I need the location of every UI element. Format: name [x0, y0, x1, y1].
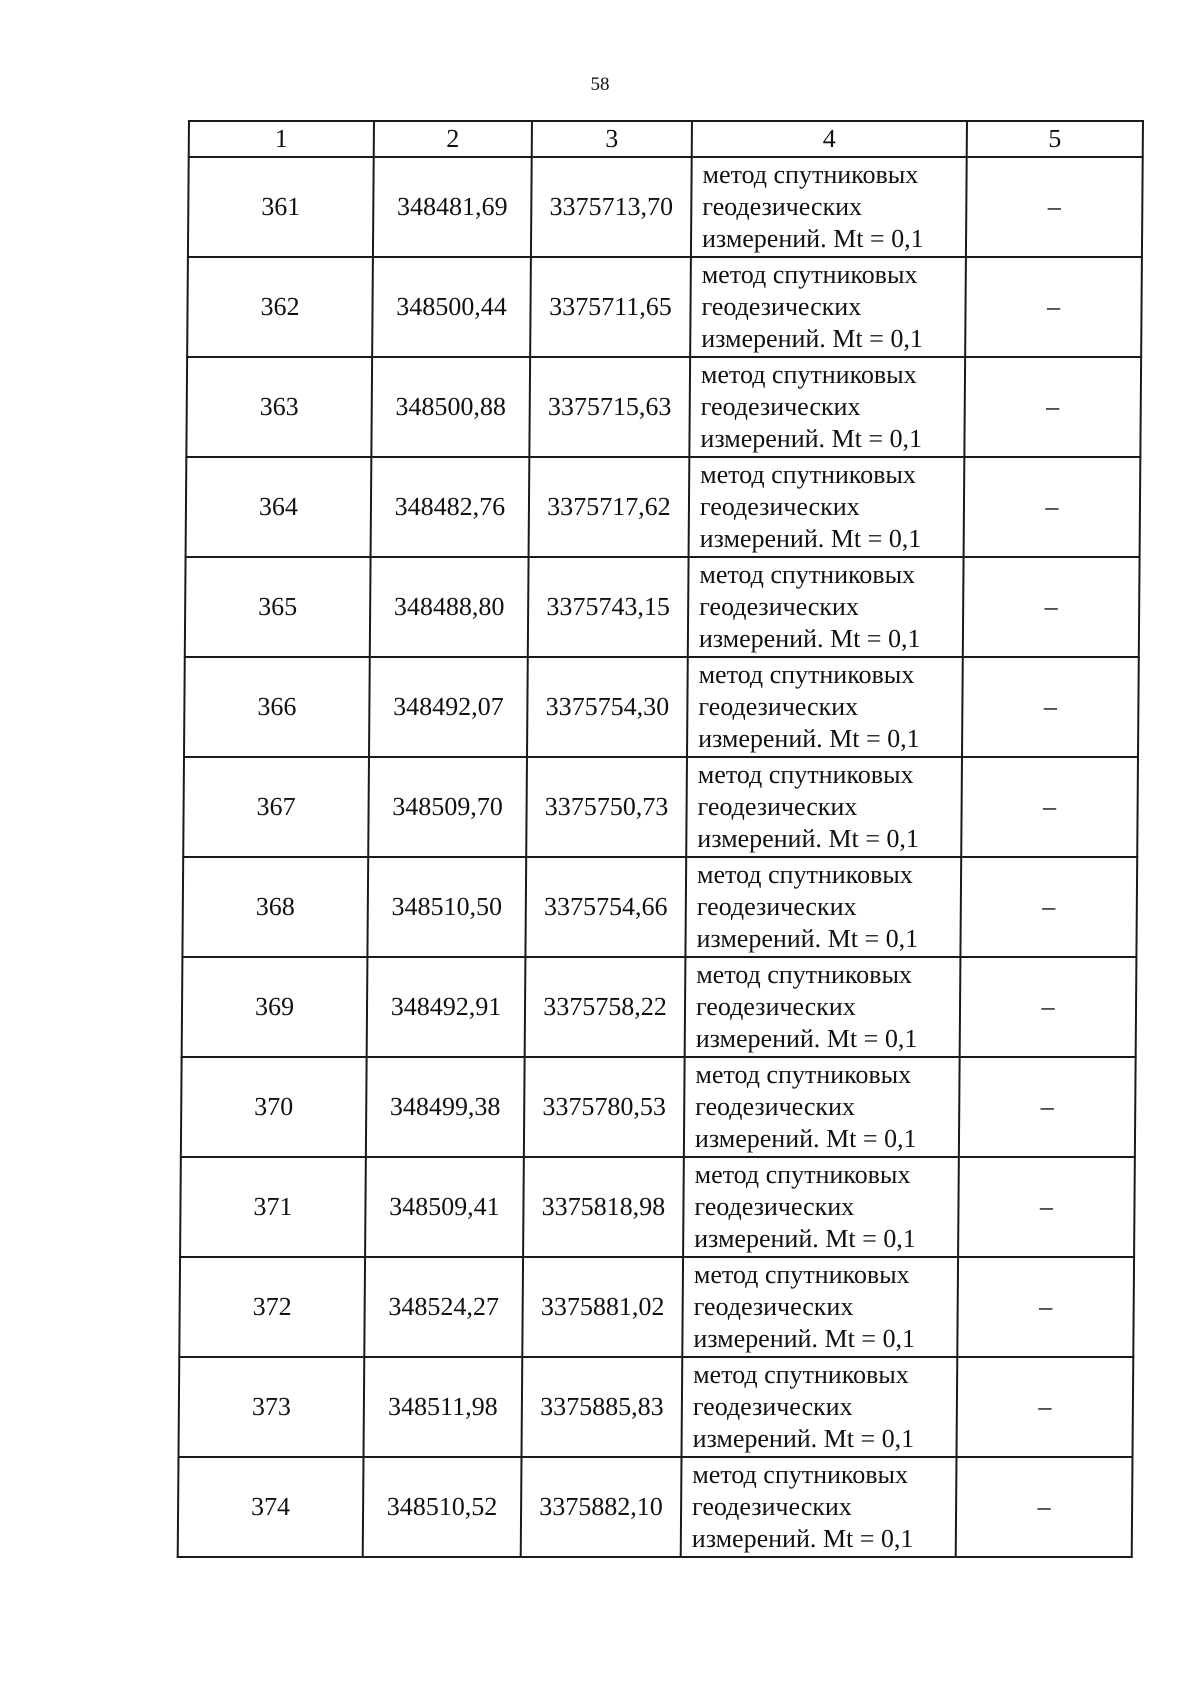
- column-header-4: 4: [692, 121, 967, 157]
- table-row: [185, 557, 1140, 657]
- method-text-line: измерений. Mt = 0,1: [698, 624, 921, 653]
- description-cell: –: [960, 957, 1137, 1057]
- method-cell: [691, 157, 967, 257]
- x-coordinate-cell: 348509,70: [368, 757, 527, 857]
- table-row: [188, 157, 1143, 257]
- method-cell: [690, 257, 966, 357]
- y-coordinate-cell: 3375750,73: [526, 757, 687, 857]
- method-text-line: метод спутниковых: [694, 1160, 911, 1189]
- point-number-cell: 361: [188, 157, 374, 257]
- point-number-cell: 366: [184, 657, 370, 757]
- method-cell: [685, 857, 961, 957]
- y-coordinate-cell: 3375754,66: [525, 857, 686, 957]
- point-number-cell: 365: [185, 557, 371, 657]
- table-row: [179, 1257, 1134, 1357]
- column-header-2: 2: [374, 121, 532, 157]
- table-row: [182, 857, 1137, 957]
- description-cell: –: [964, 357, 1141, 457]
- method-cell: [682, 1257, 958, 1357]
- method-cell: [685, 957, 961, 1057]
- method-text-line: геодезических: [701, 292, 862, 321]
- method-text-line: измерений. Mt = 0,1: [699, 524, 922, 553]
- description-cell: –: [959, 1057, 1136, 1157]
- x-coordinate-cell: 348499,38: [366, 1057, 525, 1157]
- x-coordinate-cell: 348510,50: [367, 857, 526, 957]
- method-text-line: геодезических: [697, 792, 858, 821]
- method-text-line: измерений. Mt = 0,1: [696, 924, 919, 953]
- method-text-line: метод спутниковых: [698, 660, 915, 689]
- method-cell: [684, 1057, 960, 1157]
- point-number-cell: 370: [181, 1057, 367, 1157]
- y-coordinate-cell: 3375885,83: [521, 1357, 682, 1457]
- y-coordinate-cell: 3375715,63: [529, 357, 690, 457]
- y-coordinate-cell: 3375780,53: [524, 1057, 685, 1157]
- point-number-cell: 372: [179, 1257, 365, 1357]
- method-cell: [683, 1157, 959, 1257]
- description-cell: –: [956, 1457, 1133, 1557]
- method-text-line: геодезических: [702, 192, 863, 221]
- description-cell: –: [961, 757, 1138, 857]
- point-number-cell: 371: [180, 1157, 366, 1257]
- method-text-line: геодезических: [695, 992, 856, 1021]
- method-text-line: геодезических: [691, 1492, 852, 1521]
- method-text-line: измерений. Mt = 0,1: [701, 324, 924, 353]
- method-cell: [689, 357, 965, 457]
- table-row: [186, 357, 1141, 457]
- method-text-line: геодезических: [694, 1192, 855, 1221]
- description-cell: –: [966, 157, 1143, 257]
- table-body: [178, 157, 1143, 1557]
- method-text-line: метод спутниковых: [696, 860, 913, 889]
- description-cell: –: [957, 1257, 1134, 1357]
- y-coordinate-cell: 3375713,70: [531, 157, 692, 257]
- y-coordinate-cell: 3375711,65: [530, 257, 691, 357]
- method-text-line: метод спутниковых: [699, 560, 916, 589]
- point-number-cell: 367: [183, 757, 369, 857]
- method-text-line: метод спутниковых: [693, 1260, 910, 1289]
- table-row: [178, 1457, 1133, 1557]
- column-header-5: 5: [967, 121, 1143, 157]
- method-text-line: метод спутниковых: [693, 1360, 909, 1389]
- method-text-line: геодезических: [699, 592, 860, 621]
- method-text-line: метод спутниковых: [692, 1460, 909, 1489]
- method-text-line: измерений. Mt = 0,1: [691, 1524, 914, 1553]
- method-text-line: измерений. Mt = 0,1: [698, 724, 920, 753]
- x-coordinate-cell: 348488,80: [370, 557, 529, 657]
- method-text-line: измерений. Mt = 0,1: [697, 824, 920, 853]
- point-number-cell: 364: [186, 457, 372, 557]
- table-row: [182, 957, 1137, 1057]
- method-text-line: геодезических: [693, 1292, 854, 1321]
- column-header-1: 1: [189, 121, 374, 157]
- method-cell: [687, 657, 963, 757]
- description-cell: –: [964, 457, 1141, 557]
- method-text-line: метод спутниковых: [695, 1060, 912, 1089]
- method-cell: [689, 457, 965, 557]
- page-number: 58: [590, 74, 610, 95]
- x-coordinate-cell: 348481,69: [373, 157, 532, 257]
- table-row: [186, 457, 1141, 557]
- coordinates-table: [177, 120, 1144, 1558]
- method-cell: [688, 557, 964, 657]
- method-text-line: метод спутниковых: [697, 760, 914, 789]
- method-text-line: геодезических: [699, 492, 860, 521]
- x-coordinate-cell: 348511,98: [363, 1357, 522, 1457]
- method-text-line: метод спутниковых: [701, 260, 918, 289]
- y-coordinate-cell: 3375743,15: [528, 557, 689, 657]
- method-text-line: метод спутниковых: [702, 160, 919, 189]
- method-text-line: геодезических: [700, 392, 861, 421]
- header-row: [189, 121, 1143, 157]
- description-cell: –: [962, 657, 1139, 757]
- y-coordinate-cell: 3375758,22: [525, 957, 686, 1057]
- point-number-cell: 362: [187, 257, 373, 357]
- y-coordinate-cell: 3375754,30: [527, 657, 688, 757]
- method-text-line: геодезических: [692, 1392, 853, 1421]
- point-number-cell: 363: [186, 357, 372, 457]
- description-cell: –: [960, 857, 1137, 957]
- method-cell: [681, 1457, 957, 1557]
- x-coordinate-cell: 348500,44: [372, 257, 531, 357]
- point-number-cell: 368: [182, 857, 368, 957]
- method-text-line: измерений. Mt = 0,1: [692, 1424, 915, 1453]
- point-number-cell: 373: [178, 1357, 364, 1457]
- method-text-line: геодезических: [695, 1092, 856, 1121]
- method-text-line: метод спутниковых: [700, 360, 917, 389]
- table-row: [180, 1157, 1135, 1257]
- table-row: [187, 257, 1142, 357]
- x-coordinate-cell: 348492,07: [369, 657, 528, 757]
- method-text-line: измерений. Mt = 0,1: [700, 424, 923, 453]
- method-text-line: измерений. Mt = 0,1: [701, 224, 924, 253]
- table-row: [181, 1057, 1136, 1157]
- method-text-line: измерений. Mt = 0,1: [694, 1224, 916, 1253]
- description-cell: –: [963, 557, 1140, 657]
- method-cell: [686, 757, 962, 857]
- x-coordinate-cell: 348492,91: [367, 957, 526, 1057]
- method-cell: [681, 1357, 957, 1457]
- method-text-line: метод спутниковых: [696, 960, 913, 989]
- point-number-cell: 374: [178, 1457, 364, 1557]
- x-coordinate-cell: 348524,27: [364, 1257, 523, 1357]
- description-cell: –: [956, 1357, 1133, 1457]
- method-text-line: метод спутниковых: [700, 460, 917, 489]
- method-text-line: измерений. Mt = 0,1: [693, 1324, 916, 1353]
- description-cell: –: [965, 257, 1142, 357]
- y-coordinate-cell: 3375717,62: [529, 457, 690, 557]
- method-text-line: геодезических: [698, 692, 859, 721]
- x-coordinate-cell: 348509,41: [365, 1157, 524, 1257]
- method-text-line: измерений. Mt = 0,1: [694, 1124, 917, 1153]
- x-coordinate-cell: 348500,88: [371, 357, 530, 457]
- column-header-3: 3: [532, 121, 692, 157]
- table-row: [178, 1357, 1133, 1457]
- method-text-line: геодезических: [696, 892, 857, 921]
- x-coordinate-cell: 348510,52: [363, 1457, 522, 1557]
- point-number-cell: 369: [182, 957, 368, 1057]
- y-coordinate-cell: 3375818,98: [523, 1157, 684, 1257]
- table-row: [183, 757, 1138, 857]
- description-cell: –: [958, 1157, 1135, 1257]
- x-coordinate-cell: 348482,76: [371, 457, 530, 557]
- table-row: [184, 657, 1139, 757]
- y-coordinate-cell: 3375881,02: [522, 1257, 683, 1357]
- y-coordinate-cell: 3375882,10: [521, 1457, 682, 1557]
- method-text-line: измерений. Mt = 0,1: [695, 1024, 918, 1053]
